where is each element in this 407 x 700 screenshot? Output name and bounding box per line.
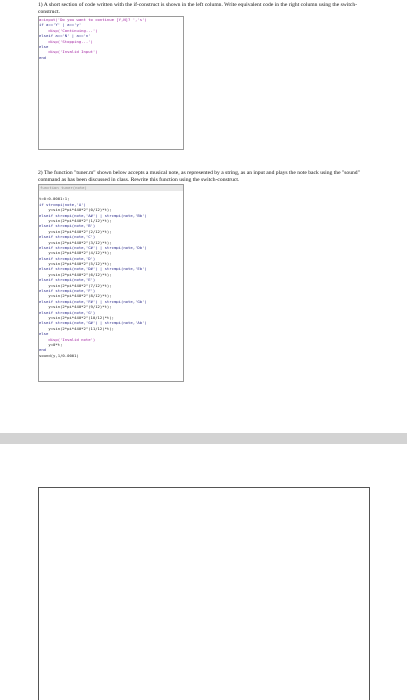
code-token: y=sin(2*pi*440*2^(1/12)*t);: [39, 217, 112, 223]
code-token: elseif strcmpi(note,'E'): [39, 277, 96, 283]
code-token: elseif strcmpi(note,'G#') | strcmpi(note,'Ab'): [39, 320, 147, 326]
code-token: elseif strcmpi(note,'C'): [39, 234, 96, 240]
code-token: y=sin(2*pi*440*2^(10/12)*t);: [39, 314, 114, 320]
code-token: elseif strcmpi(note,'F'): [39, 288, 96, 294]
code-token: y=sin(2*pi*440*2^(4/12)*t);: [39, 250, 112, 256]
code-token: t=0:0.0001:1;: [39, 196, 70, 202]
question-2-text: 2) The function "tuner.m" shown below accepts a musical note, as represented by a string, as an input and plays the note back using the "sound" command as has been discussed in class. Rewrite this function using the switch-construct.: [38, 170, 360, 183]
code-token: elseif strcmpi(note,'D#') | strcmpi(note,'Eb'): [39, 266, 147, 272]
page-divider-band: [0, 433, 407, 444]
code-token: elseif strcmpi(note,'D'): [39, 255, 96, 261]
code-token: y=sin(2*pi*440*2^(2/12)*t);: [39, 228, 112, 234]
code-block-if-construct: [38, 16, 184, 150]
code-token: if strcmpi(note,'A'): [39, 201, 86, 207]
code-block-tuner-function: [38, 184, 184, 382]
code-token: else: [39, 43, 49, 49]
code-token: else: [39, 331, 49, 337]
code-token: elseif strcmpi(note,'A#') | strcmpi(note,'Bb'): [39, 212, 147, 218]
code-token: y=0*t;: [39, 341, 63, 347]
answer-box[interactable]: [38, 487, 370, 700]
code-token: disp('Invalid note'): [39, 336, 96, 342]
question-1-text: 1) A short section of code written with the if-construct is shown in the left column. Write equivalent code in the right column using the switch-construct.: [38, 2, 358, 15]
code-token: y=sin(2*pi*440*2^(8/12)*t);: [39, 293, 112, 299]
code-token: y=sin(2*pi*440*2^(5/12)*t);: [39, 261, 112, 267]
code-token: y=sin(2*pi*440*2^(9/12)*t);: [39, 304, 112, 310]
code-token: disp('Stopping...'): [39, 38, 93, 44]
code-token: y=sin(2*pi*440*2^(0/12)*t);: [39, 207, 112, 213]
code1-line: [39, 55, 183, 60]
code-token: elseif strcmpi(note,'F#') | strcmpi(note,'Gb'): [39, 298, 147, 304]
code-token: disp('Invalid Input'): [39, 49, 98, 55]
code-token: elseif strcmpi(note,'G'): [39, 309, 96, 315]
code-token: elseif strcmpi(note,'B'): [39, 223, 96, 229]
code-token: sound(y,1/0.0001): [39, 352, 79, 358]
code-token: y=sin(2*pi*440*2^(7/12)*t);: [39, 282, 112, 288]
code-token: end: [39, 54, 47, 60]
code-token: y=sin(2*pi*440*2^(11/12)*t);: [39, 325, 114, 331]
code-token: a=input('Do you want to continue [Y,N]? ','s'): [39, 17, 147, 22]
code-token: disp('Continuing...'): [39, 27, 98, 33]
code-token: if a=='Y' | a=='y': [39, 22, 82, 28]
function-header: function tuner(note): [39, 185, 183, 191]
code-token: elseif a=='N' | a=='n': [39, 33, 91, 39]
code2-line: [39, 353, 183, 358]
code-token: y=sin(2*pi*440*2^(3/12)*t);: [39, 239, 112, 245]
code-token: y=sin(2*pi*440*2^(6/12)*t);: [39, 271, 112, 277]
code-token: elseif strcmpi(note,'C#') | strcmpi(note,'Db'): [39, 244, 147, 250]
code-token: end: [39, 347, 47, 353]
